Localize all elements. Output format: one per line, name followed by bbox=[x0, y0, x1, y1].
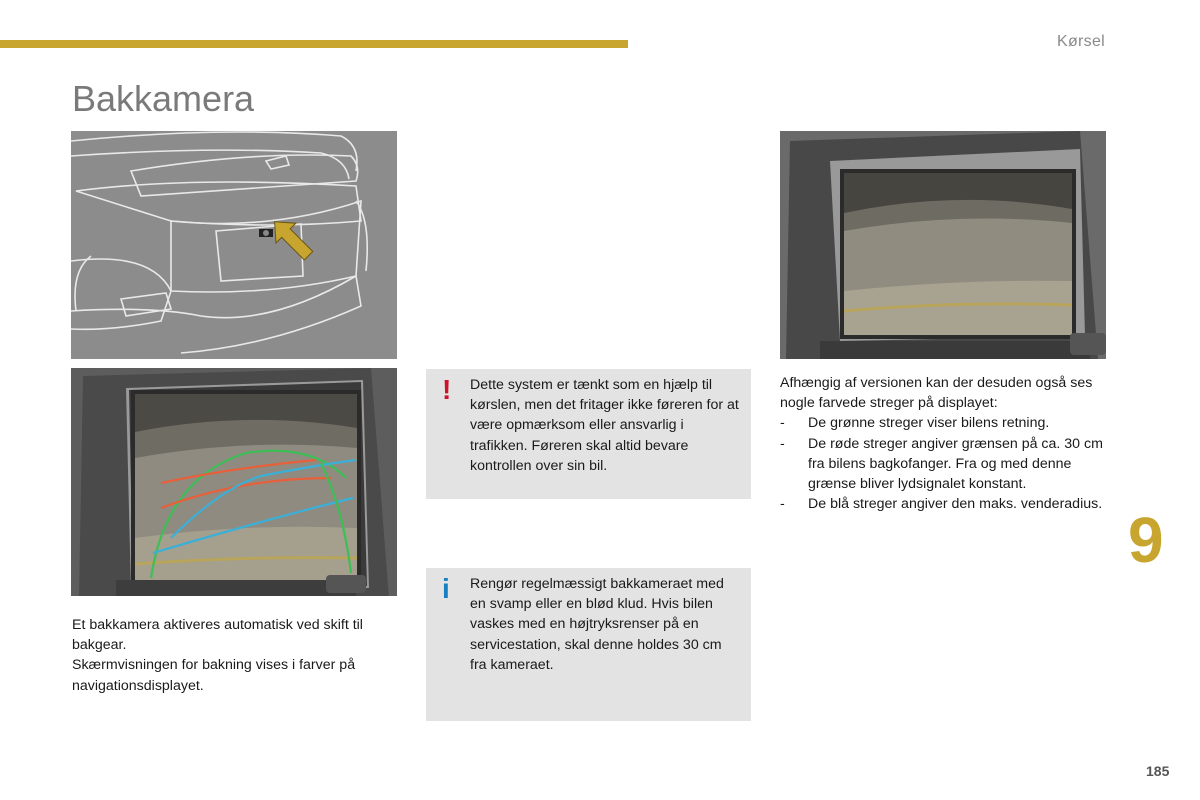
list-item: - De blå streger angiver den maks. venderadius. bbox=[780, 496, 1103, 513]
intro-text bbox=[72, 615, 402, 696]
header-accent-bar bbox=[0, 40, 628, 48]
section-label: Kørsel bbox=[1056, 33, 1105, 50]
display-camera-view-figure bbox=[780, 131, 1106, 359]
info-note bbox=[426, 568, 751, 721]
display-camera-view-drawing bbox=[780, 131, 1106, 359]
warning-text: Dette system er tænkt som en hjælp til kørslen, men det fritager ikke føreren for at være opmærksom eller ansvarlig i trafikken. Føreren skal altid bevare kontrollen over sin bil. bbox=[470, 377, 739, 474]
intro-line: Skærmvisningen for bakning vises i farver på navigationsdisplayet. bbox=[72, 657, 356, 694]
info-i-icon: i bbox=[442, 573, 450, 604]
list-item: - De røde streger angiver grænsen på ca. 30 cm fra bilens bagkofanger. Fra og med denne grænse bliver lydsignalet konstant. bbox=[780, 435, 1103, 493]
list-item: - De grønne streger viser bilens retning. bbox=[780, 415, 1050, 432]
car-rear-drawing bbox=[71, 131, 397, 359]
display-colored-lines-drawing bbox=[71, 368, 397, 596]
info-text: Rengør regelmæssigt bakkameraet med en svamp eller en blød klud. Hvis bilen vaskes med en højtryksrenser på en servicestation, skal denne holdes 30 cm fra kameraet. bbox=[470, 576, 724, 673]
chapter-number: 9 bbox=[1128, 504, 1164, 576]
warning-note bbox=[426, 369, 751, 499]
page-number: 185 bbox=[1146, 763, 1170, 779]
colored-lines-intro: Afhængig af versionen kan der desuden også ses nogle farvede streger på displayet: bbox=[780, 375, 1093, 412]
display-colored-lines-figure bbox=[71, 368, 397, 596]
colored-lines-explanation bbox=[780, 373, 1105, 514]
page-title: Bakkamera bbox=[72, 78, 255, 119]
colored-lines-list bbox=[780, 413, 1105, 514]
intro-line: Et bakkamera aktiveres automatisk ved skift til bakgear. bbox=[72, 617, 363, 654]
warning-exclamation-icon: ! bbox=[442, 374, 452, 405]
car-rear-illustration bbox=[71, 131, 397, 359]
